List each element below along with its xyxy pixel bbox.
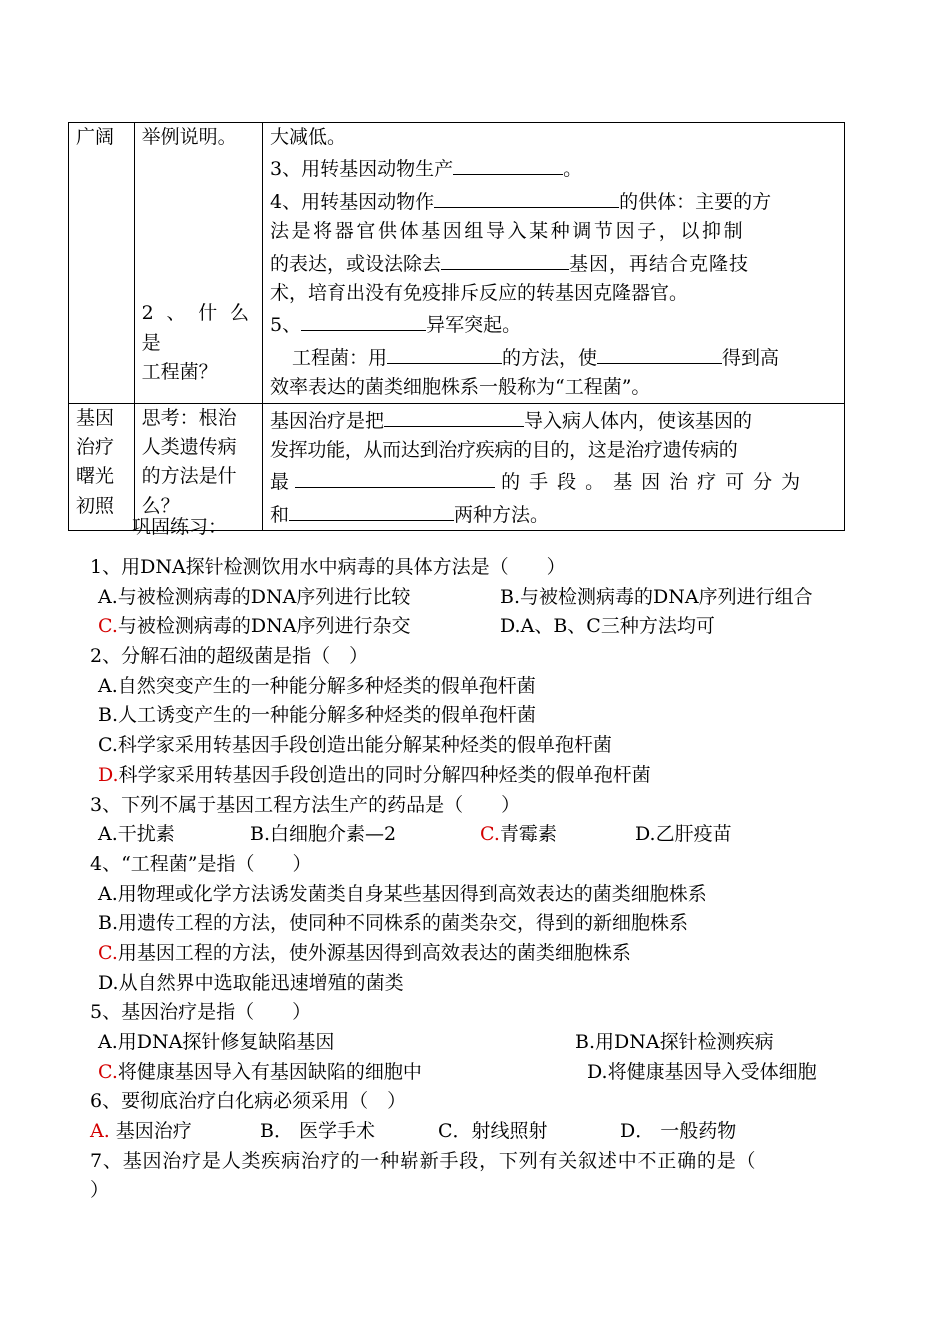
row1-question-line1: 2、什么是 <box>141 302 255 354</box>
content-line: 发挥功能，从而达到治疗疾病的目的，这是治疗遗传病的 <box>269 439 738 462</box>
option-c: C．射线照射 <box>438 1120 548 1143</box>
row2-content-cell <box>262 403 844 531</box>
row2-topic-cell: 基因 治疗 曙光 初照 <box>69 403 135 531</box>
option-c: C.将健康基因导入有基因缺陷的细胞中 <box>98 1060 422 1083</box>
content-line: 5、 异军突起。 <box>270 308 837 340</box>
option-row <box>90 820 870 850</box>
fill-blank[interactable] <box>453 152 563 175</box>
option-c: C.青霉素 <box>480 823 557 846</box>
option-d: D． 一般药物 <box>620 1120 737 1143</box>
option-b: B.用遗传工程的方法，使同种不同株系的菌类杂交，得到的新细胞株系 <box>98 912 689 935</box>
content-line: 的表达，或设法除去 基因，再结合克隆技 <box>270 247 837 279</box>
fill-blank[interactable] <box>441 247 569 270</box>
question-stem: 4、“工程菌”是指（ ） <box>90 852 312 875</box>
lesson-table <box>68 122 845 531</box>
option-a: A.用物理或化学方法诱发菌类自身某些基因得到高效表达的菌类细胞株系 <box>98 882 707 905</box>
option-d: D.将健康基因导入受体细胞 <box>587 1060 817 1083</box>
answer-mark: A. <box>90 1120 110 1143</box>
consolidation-title: 巩固练习： <box>132 516 228 538</box>
row1-task-top: 举例说明。 <box>141 126 237 148</box>
option-a: A. 基因治疗 <box>90 1120 192 1143</box>
option-b: B.用DNA探针检测疾病 <box>575 1031 774 1053</box>
option-row <box>90 612 870 642</box>
option-a: A.与被检测病毒的DNA序列进行比较 <box>98 585 411 608</box>
answer-mark: C. <box>98 615 118 638</box>
content-line: 3、用转基因动物生产 。 <box>270 152 837 184</box>
content-line: 基因治疗是把 导入病人体内，使该基因的 <box>270 404 837 436</box>
option-c: C.科学家采用转基因手段创造出能分解某种烃类的假单孢杆菌 <box>98 734 612 757</box>
option-b: B.与被检测病毒的DNA序列进行组合 <box>500 585 813 608</box>
question-stem: 7、基因治疗是人类疾病治疗的一种崭新手段，下列有关叙述中不正确的是（ <box>90 1149 757 1172</box>
option-row <box>90 1028 870 1058</box>
option-a: A.自然突变产生的一种能分解多种烃类的假单孢杆菌 <box>98 674 536 697</box>
content-line: 效率表达的菌类细胞株系一般称为“工程菌”。 <box>269 376 651 399</box>
question-stem: 1、用DNA探针检测饮用水中病毒的具体方法是（ ） <box>90 556 566 578</box>
fill-blank[interactable] <box>295 465 495 488</box>
option-d: D.乙肝疫苗 <box>635 823 732 846</box>
row1-task-cell <box>134 123 262 404</box>
question-stem-cont: ） <box>90 1179 110 1202</box>
question-stem: 5、基因治疗是指（ ） <box>90 1001 312 1024</box>
question-stem: 3、下列不属于基因工程方法生产的药品是（ ） <box>90 793 521 816</box>
option-b: B.白细胞介素—2 <box>250 823 397 846</box>
row1-content-cell <box>262 123 844 404</box>
content-line: 法是将器官供体基因组导入某种调节因子，以抑制 <box>269 220 746 243</box>
content-line: 最 的手段。基因治疗可分为 <box>270 465 837 497</box>
option-d: D.科学家采用转基因手段创造出的同时分解四种烃类的假单孢杆菌 <box>98 763 651 786</box>
answer-mark: D. <box>98 763 119 786</box>
row2-task-cell: 思考：根治 人类遗传病 的方法是什 么？ <box>134 403 262 531</box>
content-line: 和 两种方法。 <box>270 498 837 530</box>
option-b: B.人工诱变产生的一种能分解多种烃类的假单孢杆菌 <box>98 704 537 727</box>
fill-blank[interactable] <box>597 341 722 364</box>
fill-blank[interactable] <box>289 498 454 521</box>
fill-blank[interactable] <box>387 341 502 364</box>
option-d: D.A、B、C三种方法均可 <box>500 615 715 638</box>
table-row <box>69 123 845 404</box>
fill-blank[interactable] <box>434 185 619 208</box>
content-line: 术，培育出没有免疫排斥反应的转基因克隆器官。 <box>269 282 688 305</box>
option-c: C.与被检测病毒的DNA序列进行杂交 <box>98 615 411 638</box>
answer-mark: C. <box>98 941 118 964</box>
row1-topic: 广阔 <box>76 126 115 148</box>
option-row <box>90 1117 870 1147</box>
question-list <box>90 553 870 1206</box>
answer-mark: C. <box>480 823 500 846</box>
option-row <box>90 583 870 613</box>
content-line: 工程菌：用 的方法，使 得到高 <box>270 341 837 373</box>
option-c: C.用基因工程的方法，使外源基因得到高效表达的菌类细胞株系 <box>98 941 631 964</box>
answer-mark: C. <box>98 1060 118 1083</box>
fill-blank[interactable] <box>384 404 524 427</box>
fill-blank[interactable] <box>301 308 426 331</box>
row1-topic-cell <box>69 123 135 404</box>
option-a: A.用DNA探针修复缺陷基因 <box>98 1031 335 1053</box>
question-stem: 6、要彻底治疗白化病必须采用（ ） <box>90 1090 407 1113</box>
question-stem: 2、分解石油的超级菌是指（ ） <box>90 645 369 668</box>
content-line: 大减低。 <box>269 126 346 148</box>
row1-question-line2: 工程菌？ <box>141 361 218 384</box>
option-b: B． 医学手术 <box>260 1120 376 1143</box>
option-d: D.从自然界中选取能迅速增殖的菌类 <box>98 971 404 994</box>
option-a: A.干扰素 <box>98 823 175 846</box>
content-line: 4、用转基因动物作 的供体：主要的方 <box>270 185 837 217</box>
option-row <box>90 1058 870 1088</box>
